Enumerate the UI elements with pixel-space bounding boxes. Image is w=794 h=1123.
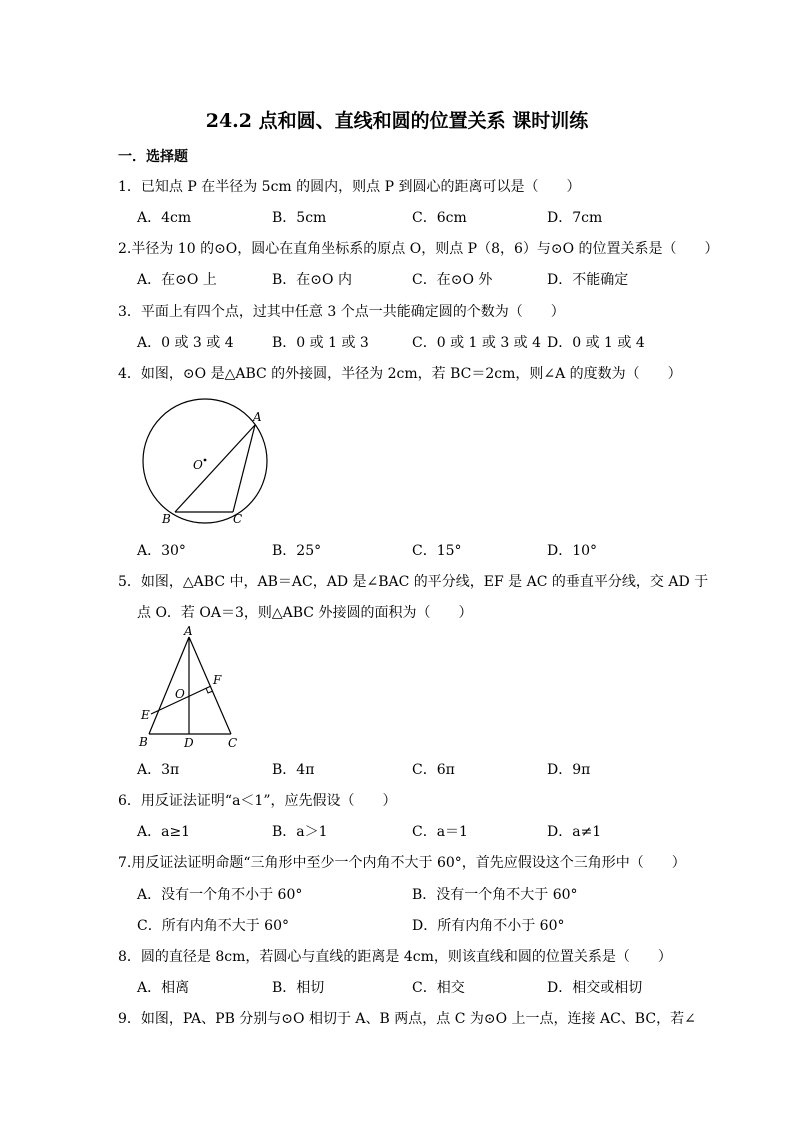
- q1-option-d: D．7cm: [547, 210, 603, 226]
- question-8-stem: 8．圆的直径是 8cm，若圆心与直线的距离是 4cm，则该直线和圆的位置关系是（ ）: [118, 949, 672, 965]
- fig1-label-c: C: [233, 512, 243, 526]
- q6-option-a: A．a≥1: [137, 824, 191, 840]
- question-7-stem: 7.用反证法证明命题“三角形中至少一个内角不大于 60°，首先应假设这个三角形中（ ）: [118, 855, 686, 871]
- fig1-label-b: B: [162, 512, 171, 526]
- fig2-label-d: D: [184, 736, 194, 750]
- fig1-label-o: O: [193, 458, 203, 472]
- q8-option-d: D．相交或相切: [547, 980, 643, 996]
- question-1-stem: 1．已知点 P 在半径为 5cm 的圆内，则点 P 到圆心的距离可以是（ ）: [118, 179, 581, 195]
- q5-option-d: D．9π: [547, 762, 591, 778]
- q1-option-c: C．6cm: [412, 210, 467, 226]
- q2-option-a: A．在⊙O 上: [137, 272, 217, 288]
- q8-option-a: A．相离: [137, 980, 190, 996]
- q4-option-a: A．30°: [137, 543, 186, 559]
- q8-option-b: B．相切: [272, 980, 325, 996]
- q6-option-d: D．a≠1: [547, 824, 602, 840]
- q7-option-d: D．所有内角不小于 60°: [412, 918, 565, 934]
- fig2-label-f: F: [213, 673, 222, 687]
- question-3-stem: 3．平面上有四个点，过其中任意 3 个点一共能确定圆的个数为（ ）: [118, 304, 565, 320]
- q5-option-b: B．4π: [272, 762, 315, 778]
- figure-circle-triangle: [135, 398, 275, 530]
- fig2-label-e: E: [141, 708, 150, 722]
- q4-option-d: D．10°: [547, 543, 598, 559]
- question-4-stem: 4．如图，⊙O 是△ABC 的外接圆，半径为 2cm，若 BC＝2cm，则∠A 的度数为（ ）: [118, 366, 682, 382]
- q8-option-c: C．相交: [412, 980, 465, 996]
- q7-option-c: C．所有内角不大于 60°: [137, 918, 289, 934]
- q7-option-b: B．没有一个角不大于 60°: [412, 887, 578, 903]
- q1-option-b: B．5cm: [272, 210, 327, 226]
- q7-option-a: A．没有一个角不小于 60°: [137, 887, 303, 903]
- fig2-label-b: B: [139, 735, 148, 749]
- q2-option-c: C．在⊙O 外: [412, 272, 493, 288]
- q5-option-a: A．3π: [137, 762, 180, 778]
- q6-option-c: C．a＝1: [412, 824, 468, 840]
- q6-option-b: B．a＞1: [272, 824, 328, 840]
- q4-option-b: B．25°: [272, 543, 322, 559]
- fig2-label-o: O: [175, 687, 185, 701]
- question-9-stem: 9．如图，PA、PB 分别与⊙O 相切于 A、B 两点，点 C 为⊙O 上一点，连接 AC、BC，若∠: [118, 1011, 696, 1027]
- q3-option-b: B．0 或 1 或 3: [272, 335, 369, 351]
- q5-option-c: C．6π: [412, 762, 455, 778]
- question-6-stem: 6．用反证法证明“a＜1”，应先假设（ ）: [118, 793, 397, 809]
- fig2-label-a: A: [184, 624, 193, 638]
- question-5-stem-line2: 点 O．若 OA＝3，则△ABC 外接圆的面积为（ ）: [137, 605, 473, 621]
- figure-isosceles-triangle: [135, 624, 250, 754]
- q3-option-c: C．0 或 1 或 3 或 4: [412, 335, 542, 351]
- question-5-stem: 5．如图，△ABC 中，AB＝AC，AD 是∠BAC 的平分线，EF 是 AC 的垂直平分线，交 AD 于: [118, 574, 709, 590]
- section-heading: 一．选择题: [118, 149, 188, 165]
- question-2-stem: 2.半径为 10 的⊙O，圆心在直角坐标系的原点 O，则点 P（8，6）与⊙O 的位置关系是（ ）: [118, 241, 719, 257]
- page-title: 24.2 点和圆、直线和圆的位置关系 课时训练: [205, 110, 589, 132]
- q1-option-a: A．4cm: [137, 210, 192, 226]
- fig1-label-a: A: [253, 410, 262, 424]
- q4-option-c: C．15°: [412, 543, 462, 559]
- q2-option-b: B．在⊙O 内: [272, 272, 352, 288]
- q3-option-d: D．0 或 1 或 4: [547, 335, 645, 351]
- q3-option-a: A．0 或 3 或 4: [137, 335, 234, 351]
- fig2-label-c: C: [228, 736, 238, 750]
- q2-option-d: D．不能确定: [547, 272, 629, 288]
